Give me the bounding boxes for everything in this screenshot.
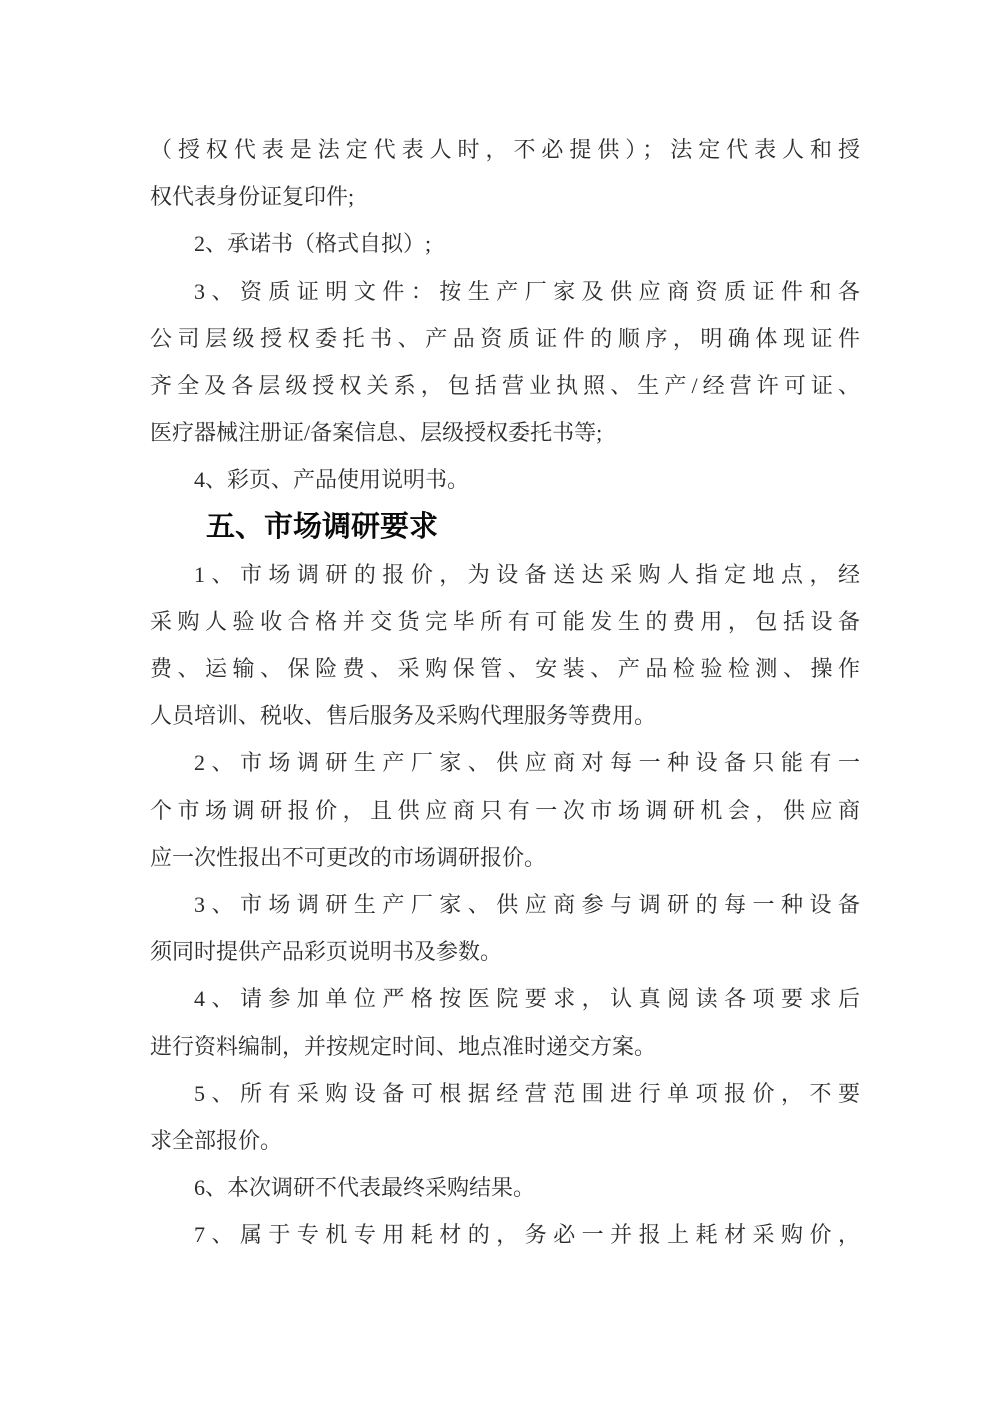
document-line: 2、承诺书（格式自拟）; bbox=[194, 231, 432, 257]
document-line: 公司层级授权委托书、产品资质证件的顺序，明确体现证件 bbox=[150, 325, 860, 351]
section-heading: 五、市场调研要求 bbox=[206, 510, 439, 543]
document-line: 4、彩页、产品使用说明书。 bbox=[194, 467, 470, 493]
document-line: 3、市场调研生产厂家、供应商参与调研的每一种设备 bbox=[194, 892, 860, 917]
document-line: 应一次性报出不可更改的市场调研报价。 bbox=[150, 844, 547, 870]
document-line: 3、资质证明文件：按生产厂家及供应商资质证件和各 bbox=[194, 278, 860, 304]
document-line: 采购人验收合格并交货完毕所有可能发生的费用，包括设备 bbox=[150, 608, 860, 634]
document-line: 4、请参加单位严格按医院要求，认真阅读各项要求后 bbox=[194, 986, 860, 1012]
document-line: 1、市场调研的报价，为设备送达采购人指定地点，经 bbox=[194, 561, 860, 587]
document-line: 须同时提供产品彩页说明书及参数。 bbox=[150, 939, 503, 965]
document-line: 个市场调研报价，且供应商只有一次市场调研机会，供应商 bbox=[150, 797, 860, 823]
document-line: 5、所有采购设备可根据经营范围进行单项报价，不要 bbox=[194, 1080, 860, 1106]
document-line: 求全部报价。 bbox=[150, 1127, 283, 1153]
document-line: 人员培训、税收、售后服务及采购代理服务等费用。 bbox=[150, 703, 657, 729]
document-line: （授权代表是法定代表人时，不必提供）；法定代表人和授 bbox=[150, 137, 860, 162]
document-line: 医疗器械注册证/备案信息、层级授权委托书等; bbox=[150, 420, 603, 446]
document-body bbox=[150, 126, 860, 1259]
document-line: 2、市场调研生产厂家、供应商对每一种设备只能有一 bbox=[194, 750, 860, 776]
document-line: 7、属于专机专用耗材的，务必一并报上耗材采购价， bbox=[194, 1222, 860, 1248]
document-line: 权代表身份证复印件; bbox=[150, 184, 355, 210]
document-line: 6、本次调研不代表最终采购结果。 bbox=[194, 1175, 536, 1201]
document-line: 费、运输、保险费、采购保管、安装、产品检验检测、操作 bbox=[150, 656, 860, 682]
document-line: 齐全及各层级授权关系，包括营业执照、生产/经营许可证、 bbox=[150, 372, 860, 398]
document-line: 进行资料编制，并按规定时间、地点准时递交方案。 bbox=[150, 1033, 657, 1059]
